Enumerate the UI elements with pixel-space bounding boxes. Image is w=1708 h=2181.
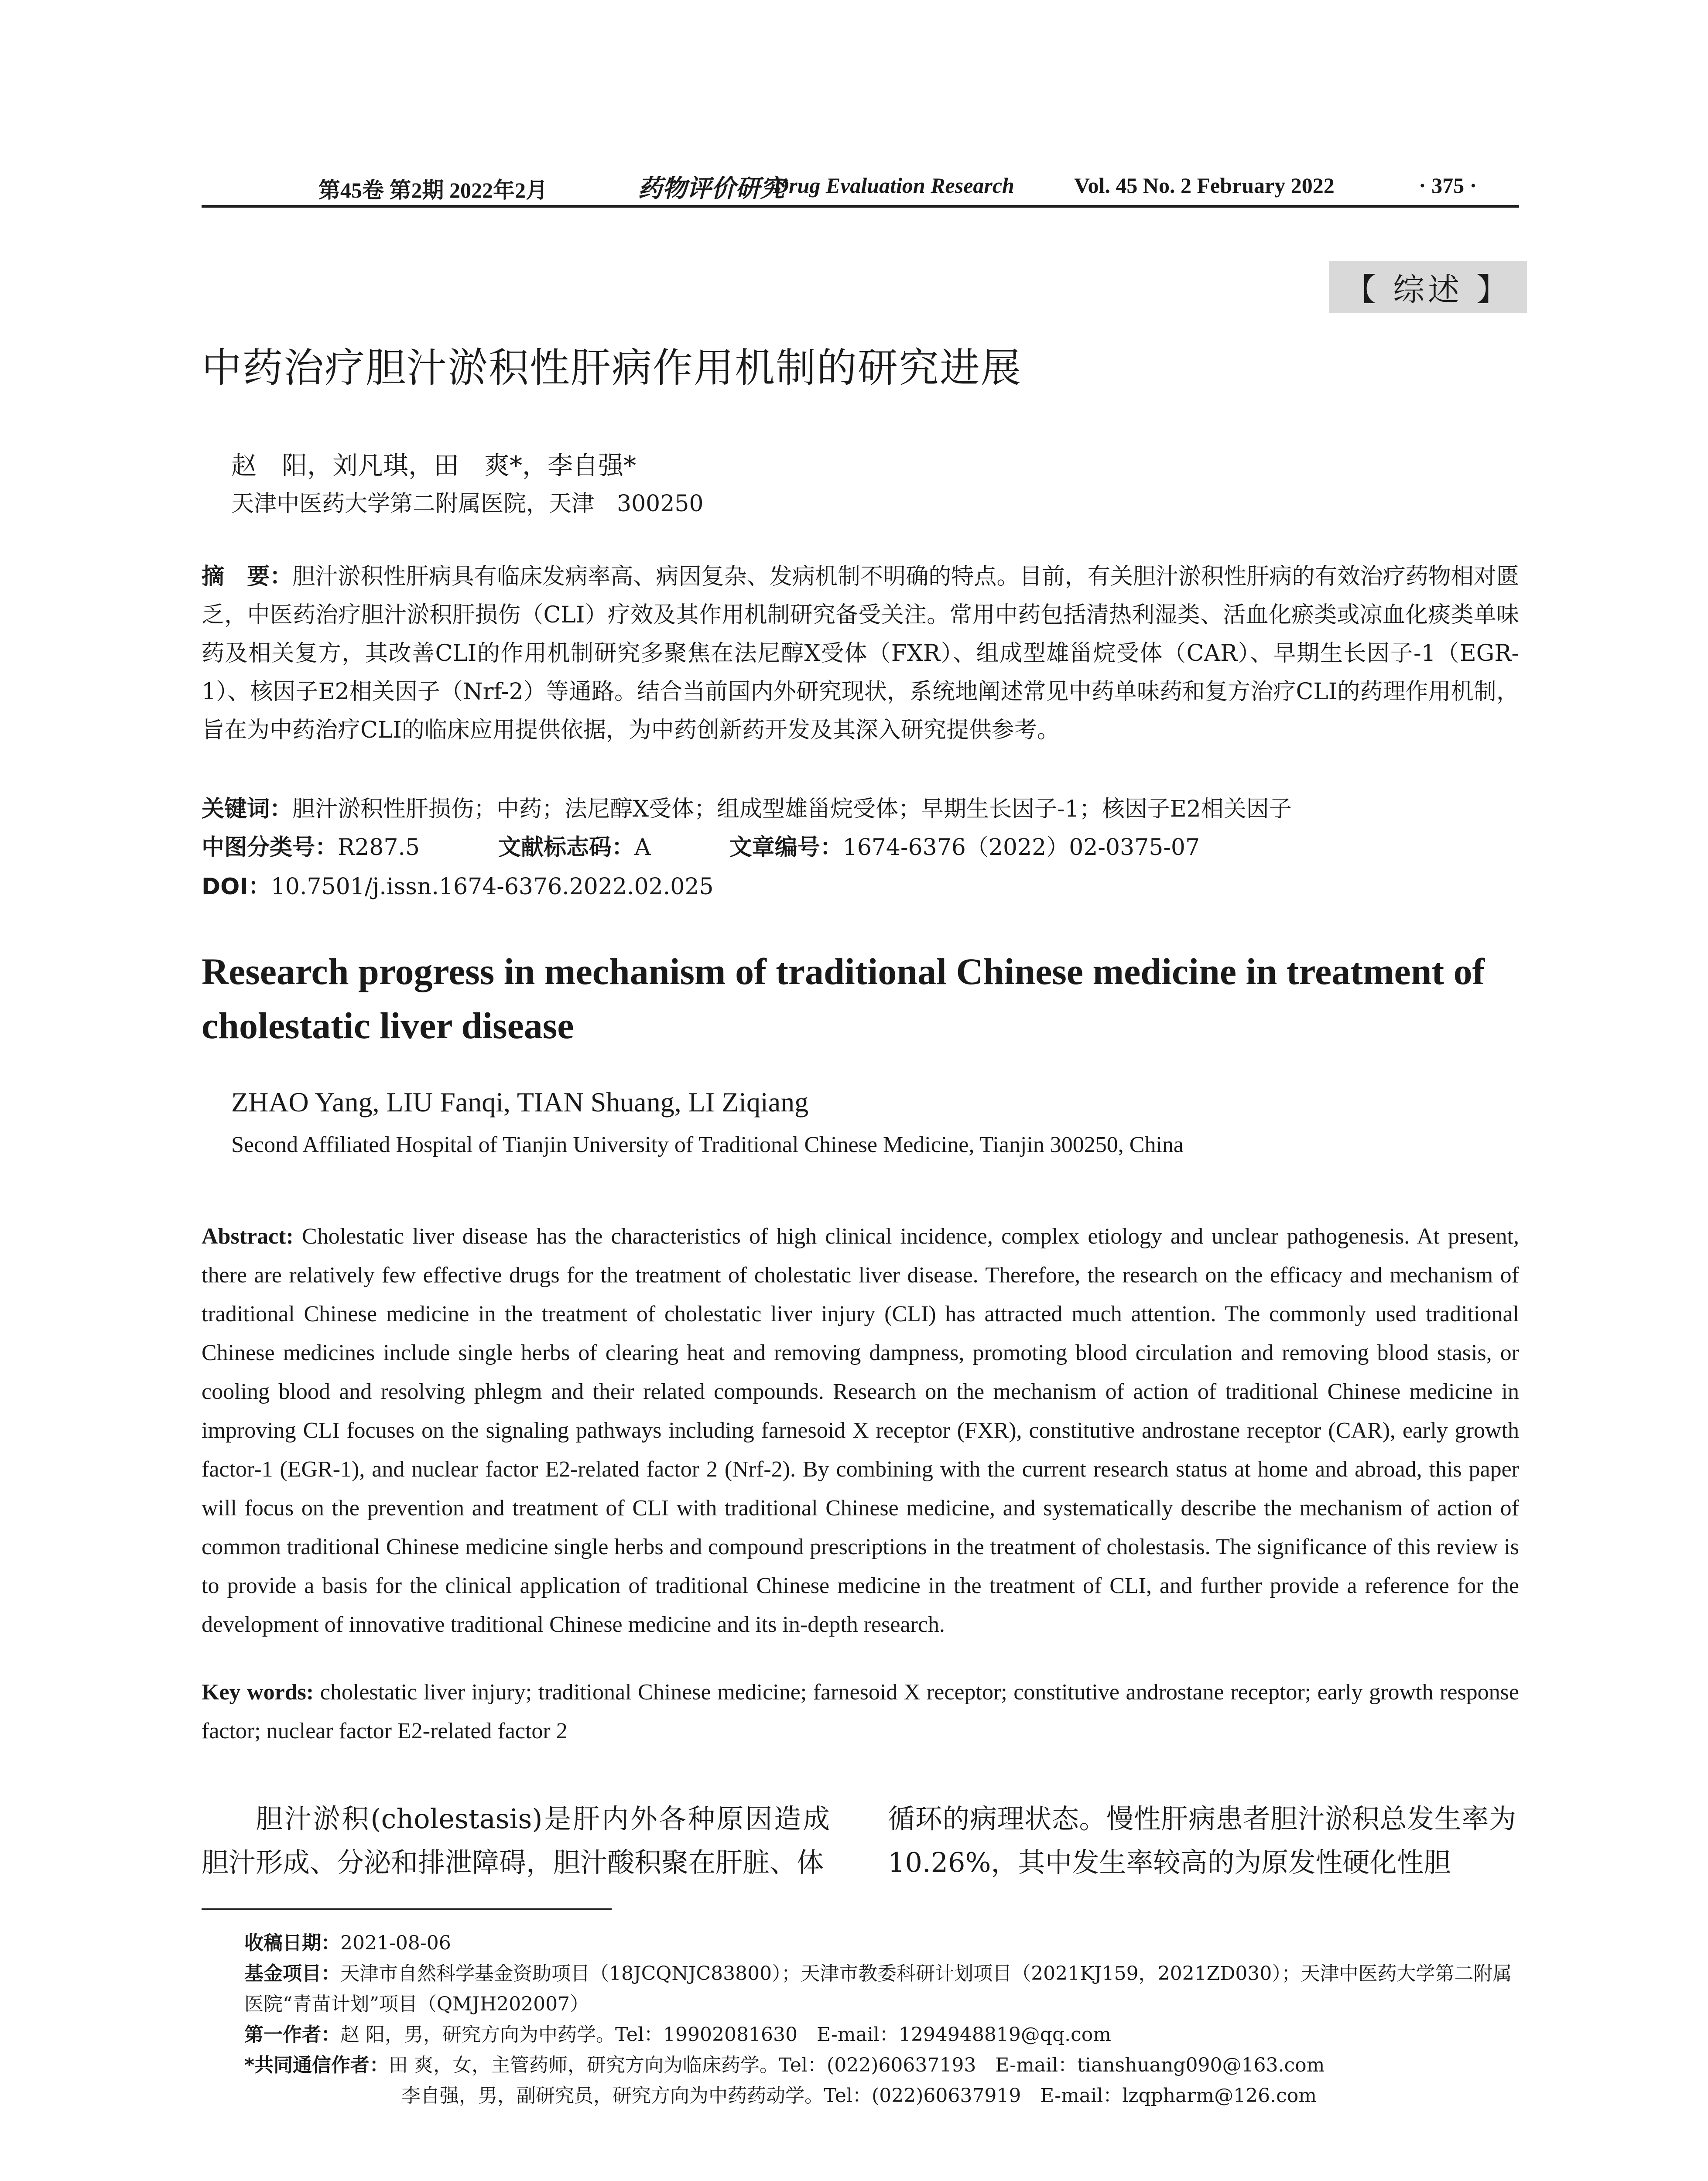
footnote-divider [202,1908,612,1910]
doi-value[interactable]: 10.7501/j.issn.1674-6376.2022.02.025 [270,874,714,900]
body-paragraph-right: 循环的病理状态。慢性肝病患者胆汁淤积总发生率为10.26%，其中发生率较高的为原发性硬化性胆 [888,1803,1516,1878]
first-author-text: 赵 阳，男，研究方向为中药学。Tel：19902081630 E-mail：1294948819@qq.com [340,2024,1111,2046]
authors-en: ZHAO Yang, LIU Fanqi, TIAN Shuang, LI Ziqiang [231,1087,809,1118]
abstract-en-label: Abstract: [202,1224,294,1249]
body-paragraph-left: 胆汁淤积(cholestasis)是肝内外各种原因造成胆汁形成、分泌和排泄障碍，胆汁酸积聚在肝脏、体 [202,1803,830,1878]
abstract-cn-text: 胆汁淤积性肝病具有临床发病率高、病因复杂、发病机制不明确的特点。目前，有关胆汁淤积性肝病的有效治疗药物相对匮乏，中医药治疗胆汁淤积肝损伤（CLI）疗效及其作用机制研究备受关注。常用中药包括清热利湿类、活血化瘀类或凉血化痰类单味药及相关复方，其改善CLI的作用机制研究多聚焦在法尼醇X受体（FXR）、组成型雄甾烷受体（CAR）、早期生长因子-1（EGR-1）、核因子E2相关因子（Nrf-2）等通路。结合当前国内外研究现状，系统地阐述常见中药单味药和复方治疗CLI的药理作用机制，旨在为中药治疗CLI的临床应用提供依据，为中药创新药开发及其深入研究提供参考。 [202,564,1519,743]
keywords-en [202,1673,1519,1750]
keywords-en-label: Key words: [202,1680,314,1705]
body-column-left [202,1797,830,1884]
footnote-first-author [244,2020,1518,2050]
footnote-fund [244,1959,1518,2020]
section-tag: 【 综述 】 [1329,261,1527,313]
affiliation-cn: 天津中医药大学第二附属医院，天津 300250 [231,491,704,517]
keywords-cn [202,790,1292,823]
doc-code-label: 文献标志码： [498,834,635,861]
footnote-received [244,1928,1518,1959]
abstract-en [202,1217,1519,1644]
keywords-cn-label: 关键词： [202,796,293,822]
received-label: 收稿日期： [244,1932,340,1954]
journal-logo-cn: 药物评价研究 [638,174,784,203]
keywords-en-text: cholestatic liver injury; traditional Chinese medicine; farnesoid X receptor; constitutive androstane receptor; early growth response factor; nuclear factor E2-related factor 2 [202,1680,1519,1743]
header-journal-en: Drug Evaluation Research [773,173,1014,198]
article-number-label: 文章编号： [729,834,843,861]
corresponding-label: *共同通信作者： [244,2054,389,2076]
received-date: 2021-08-06 [340,1932,451,1954]
body-column-right [888,1797,1516,1884]
clc-label: 中图分类号： [202,834,338,861]
header-volume-cn: 第45卷 第2期 2022年2月 [318,178,548,202]
running-header [202,166,1519,208]
fund-label: 基金项目： [244,1962,340,1985]
article-title-en: Research progress in mechanism of traditional Chinese medicine in treatment of cholestatic liver disease [202,950,1485,1046]
corresponding-author-1: 田 爽，女，主管药师，研究方向为临床药学。Tel：(022)60637193 E-mail：tianshuang090@163.com [389,2054,1325,2076]
abstract-cn [202,557,1519,749]
doc-code-value: A [634,834,651,861]
doi-label: DOI： [202,874,271,900]
clc-value: R287.5 [338,834,420,861]
keywords-cn-text: 胆汁淤积性肝损伤；中药；法尼醇X受体；组成型雄甾烷受体；早期生长因子-1；核因子E2相关因子 [292,796,1292,822]
abstract-cn-label: 摘 要： [202,564,293,590]
header-volume-en: Vol. 45 No. 2 February 2022 [1074,173,1335,198]
first-author-label: 第一作者： [244,2024,340,2046]
article-number-value: 1674-6376（2022）02-0375-07 [842,834,1200,861]
authors-cn: 赵 阳，刘凡琪，田 爽*，李自强* [231,451,637,480]
classification-line [202,829,1200,861]
doi-line [202,868,714,901]
footnote-corresponding-2: 李自强，男，副研究员，研究方向为中药药动学。Tel：(022)60637919 E-mail：lzqpharm@126.com [401,2085,1317,2107]
affiliation-en: Second Affiliated Hospital of Tianjin University of Traditional Chinese Medicine, Tianjin 300250, China [231,1132,1184,1157]
footnote-corresponding [244,2050,1518,2081]
abstract-en-text: Cholestatic liver disease has the characteristics of high clinical incidence, complex etiology and unclear pathogenesis. At present, there are relatively few effective drugs for the treatment of cholestatic liver disease. Therefore, the research on the efficacy and mechanism of traditional Chinese medicine in the treatment of cholestatic liver injury (CLI) has attracted much attention. The commonly used traditional Chinese medicines include single herbs of clearing heat and removing dampness, promoting blood circulation and removing blood stasis, or cooling blood and resolving phlegm and their related compounds. Research on the mechanism of action of traditional Chinese medicine in improving CLI focuses on the signaling pathways including farnesoid X receptor (FXR), constitutive androstane receptor (CAR), early growth factor-1 (EGR-1), and nuclear factor E2-related factor 2 (Nrf-2). By combining with the current research status at home and abroad, this paper will focus on the prevention and treatment of CLI with traditional Chinese medicine, and systematically describe the mechanism of action of common traditional Chinese medicine single herbs and compound prescriptions in the treatment of cholestasis. The significance of this review is to provide a basis for the clinical application of traditional Chinese medicine in the treatment of CLI, and further provide a reference for the development of innovative traditional Chinese medicine and its in-depth research. [202,1224,1520,1637]
fund-text: 天津市自然科学基金资助项目（18JCQNJC83800）；天津市教委科研计划项目（2021KJ159，2021ZD030）；天津中医药大学第二附属医院“青苗计划”项目（QMJH202007） [244,1962,1512,2015]
header-page-number: · 375 · [1419,173,1477,198]
article-title-cn: 中药治疗胆汁淤积性肝病作用机制的研究进展 [202,345,1022,391]
